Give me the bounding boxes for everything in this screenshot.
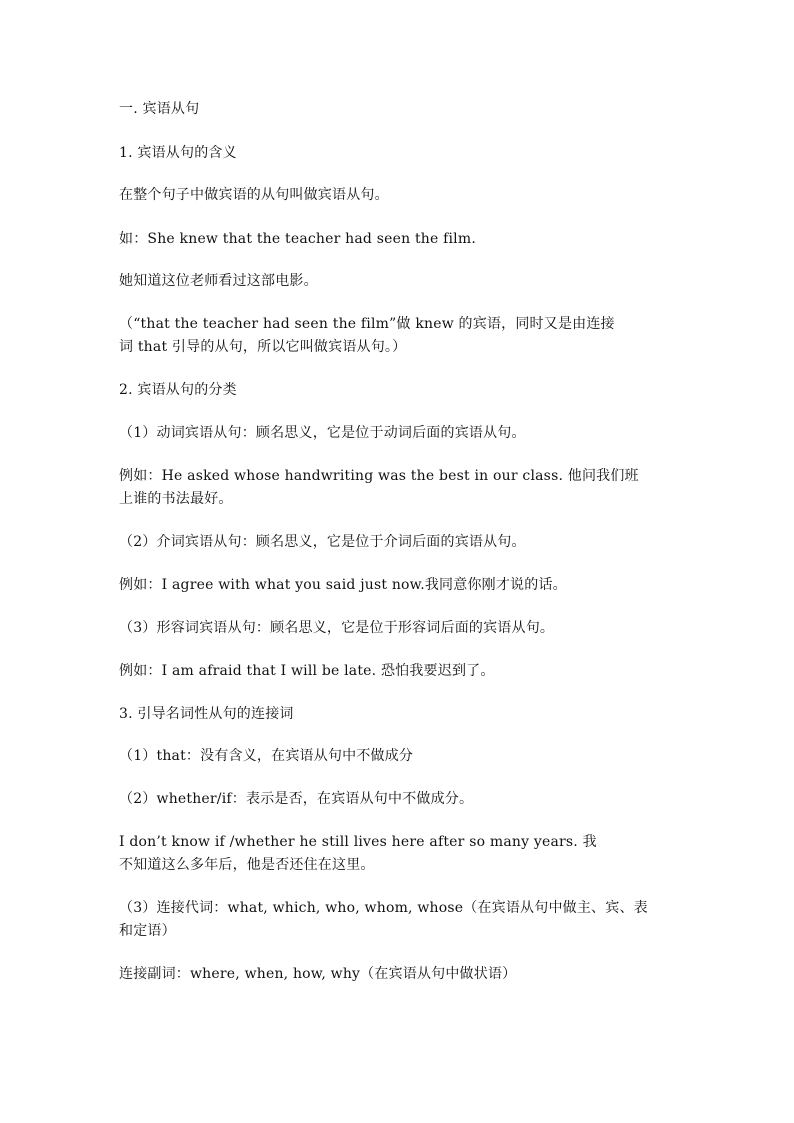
category-3: （3）形容词宾语从句：顾名思义，它是位于形容词后面的宾语从句。 (119, 620, 555, 636)
example-chinese: 她知道这位老师看过这部电影。 (119, 273, 318, 289)
conjunction-3-line-2: 和定语） (119, 923, 176, 939)
conjunction-2-example-line-1: I don’t know if /whether he still lives here after so many years. 我 (119, 834, 597, 850)
category-1-example-line-2: 上谁的书法最好。 (119, 491, 233, 507)
category-3-example: 例如：I am afraid that I will be late. 恐怕我要迟到了。 (119, 663, 495, 679)
section-title: 一. 宾语从句 (119, 101, 200, 117)
category-2: （2）介词宾语从句：顾名思义，它是位于介词后面的宾语从句。 (119, 534, 526, 550)
heading-3: 3. 引导名词性从句的连接词 (119, 706, 294, 722)
conjunction-2: （2）whether/if：表示是否，在宾语从句中不做成分。 (119, 791, 474, 807)
conjunction-3-line-1: （3）连接代词：what, which, who, whom, whose（在宾语从句中做主、宾、表 (119, 900, 648, 916)
category-1-example-line-1: 例如：He asked whose handwriting was the best in our class. 他问我们班 (119, 468, 639, 484)
heading-1: 1. 宾语从句的含义 (119, 145, 237, 161)
heading-2: 2. 宾语从句的分类 (119, 382, 237, 398)
conjunction-4: 连接副词：where, when, how, why（在宾语从句中做状语） (119, 966, 517, 982)
explanation-line-2: 词 that 引导的从句，所以它叫做宾语从句。） (119, 339, 407, 355)
explanation-line-1: （“that the teacher had seen the film”做 knew 的宾语，同时又是由连接 (119, 316, 615, 332)
conjunction-2-example-line-2: 不知道这么多年后，他是否还住在这里。 (119, 857, 375, 873)
definition-text: 在整个句子中做宾语的从句叫做宾语从句。 (119, 187, 389, 203)
example-english: 如：She knew that the teacher had seen the film. (119, 231, 476, 247)
conjunction-1: （1）that：没有含义，在宾语从句中不做成分 (119, 748, 414, 764)
category-2-example: 例如：I agree with what you said just now.我同意你刚才说的话。 (119, 577, 567, 593)
category-1: （1）动词宾语从句：顾名思义，它是位于动词后面的宾语从句。 (119, 425, 526, 441)
